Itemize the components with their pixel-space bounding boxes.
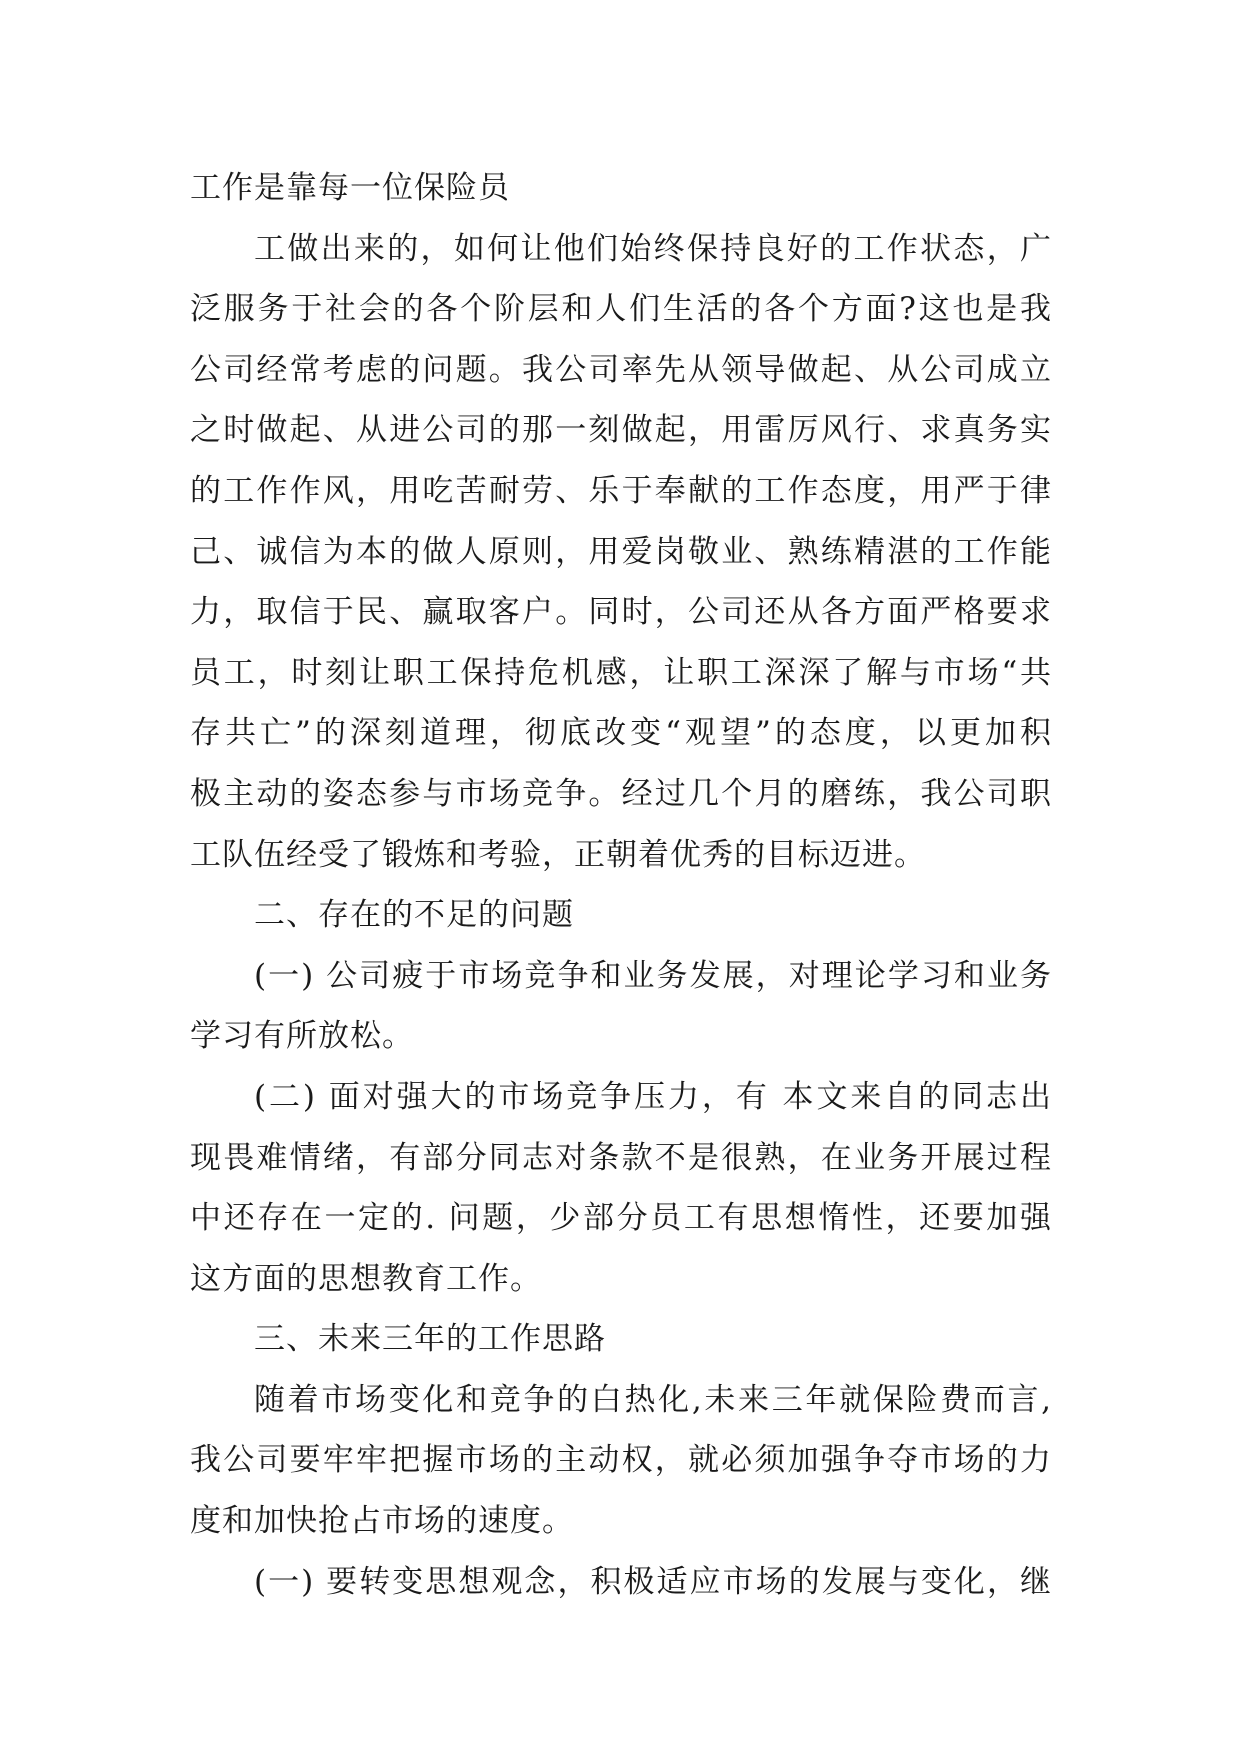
text-line: 中还存在一定的. 问题，少部分员工有思想惰性，还要加强 <box>190 1200 1052 1237</box>
text-line: 存共亡”的深刻道理，彻底改变“观望”的态度，以更加积 <box>190 715 1052 752</box>
text-line: 学习有所放松。 <box>190 1018 414 1055</box>
text-line: 之时做起、从进公司的那一刻做起，用雷厉风行、求真务实 <box>190 412 1052 449</box>
section-heading: 三、未来三年的工作思路 <box>254 1321 606 1358</box>
text-line: 员工，时刻让职工保持危机感，让职工深深了解与市场“共 <box>190 654 1052 691</box>
text-line: 随着市场变化和竞争的白热化,未来三年就保险费而言, <box>254 1381 1052 1418</box>
text-line: 我公司要牢牢把握市场的主动权，就必须加强争夺市场的力 <box>190 1442 1052 1479</box>
text-line: 这方面的思想教育工作。 <box>190 1260 542 1297</box>
text-line: 的工作作风，用吃苦耐劳、乐于奉献的工作态度，用严于律 <box>190 472 1052 509</box>
text-line: 工做出来的，如何让他们始终保持良好的工作状态，广 <box>254 230 1052 267</box>
text-line: 力，取信于民、赢取客户。同时，公司还从各方面严格要求 <box>190 594 1052 631</box>
text-line: 极主动的姿态参与市场竞争。经过几个月的磨练，我公司职 <box>190 775 1052 812</box>
text-line: 现畏难情绪，有部分同志对条款不是很熟，在业务开展过程 <box>190 1139 1052 1176</box>
text-line: 公司经常考虑的问题。我公司率先从领导做起、从公司成立 <box>190 351 1052 388</box>
section-heading: 二、存在的不足的问题 <box>254 897 574 934</box>
text-line: 工作是靠每一位保险员 <box>190 170 510 206</box>
text-line: 度和加快抢占市场的速度。 <box>190 1503 574 1540</box>
text-line: 己、诚信为本的做人原则，用爱岗敬业、熟练精湛的工作能 <box>190 533 1052 570</box>
text-line: (一) 要转变思想观念，积极适应市场的发展与变化，继 <box>254 1563 1052 1600</box>
text-line: 泛服务于社会的各个阶层和人们生活的各个方面?这也是我 <box>190 291 1052 328</box>
text-line: (一) 公司疲于市场竞争和业务发展，对理论学习和业务 <box>254 957 1052 994</box>
text-line: 工队伍经受了锻炼和考验，正朝着优秀的目标迈进。 <box>190 836 926 873</box>
text-line: (二) 面对强大的市场竞争压力，有 本文来自的同志出 <box>254 1078 1052 1115</box>
document-body <box>190 158 1052 1612</box>
